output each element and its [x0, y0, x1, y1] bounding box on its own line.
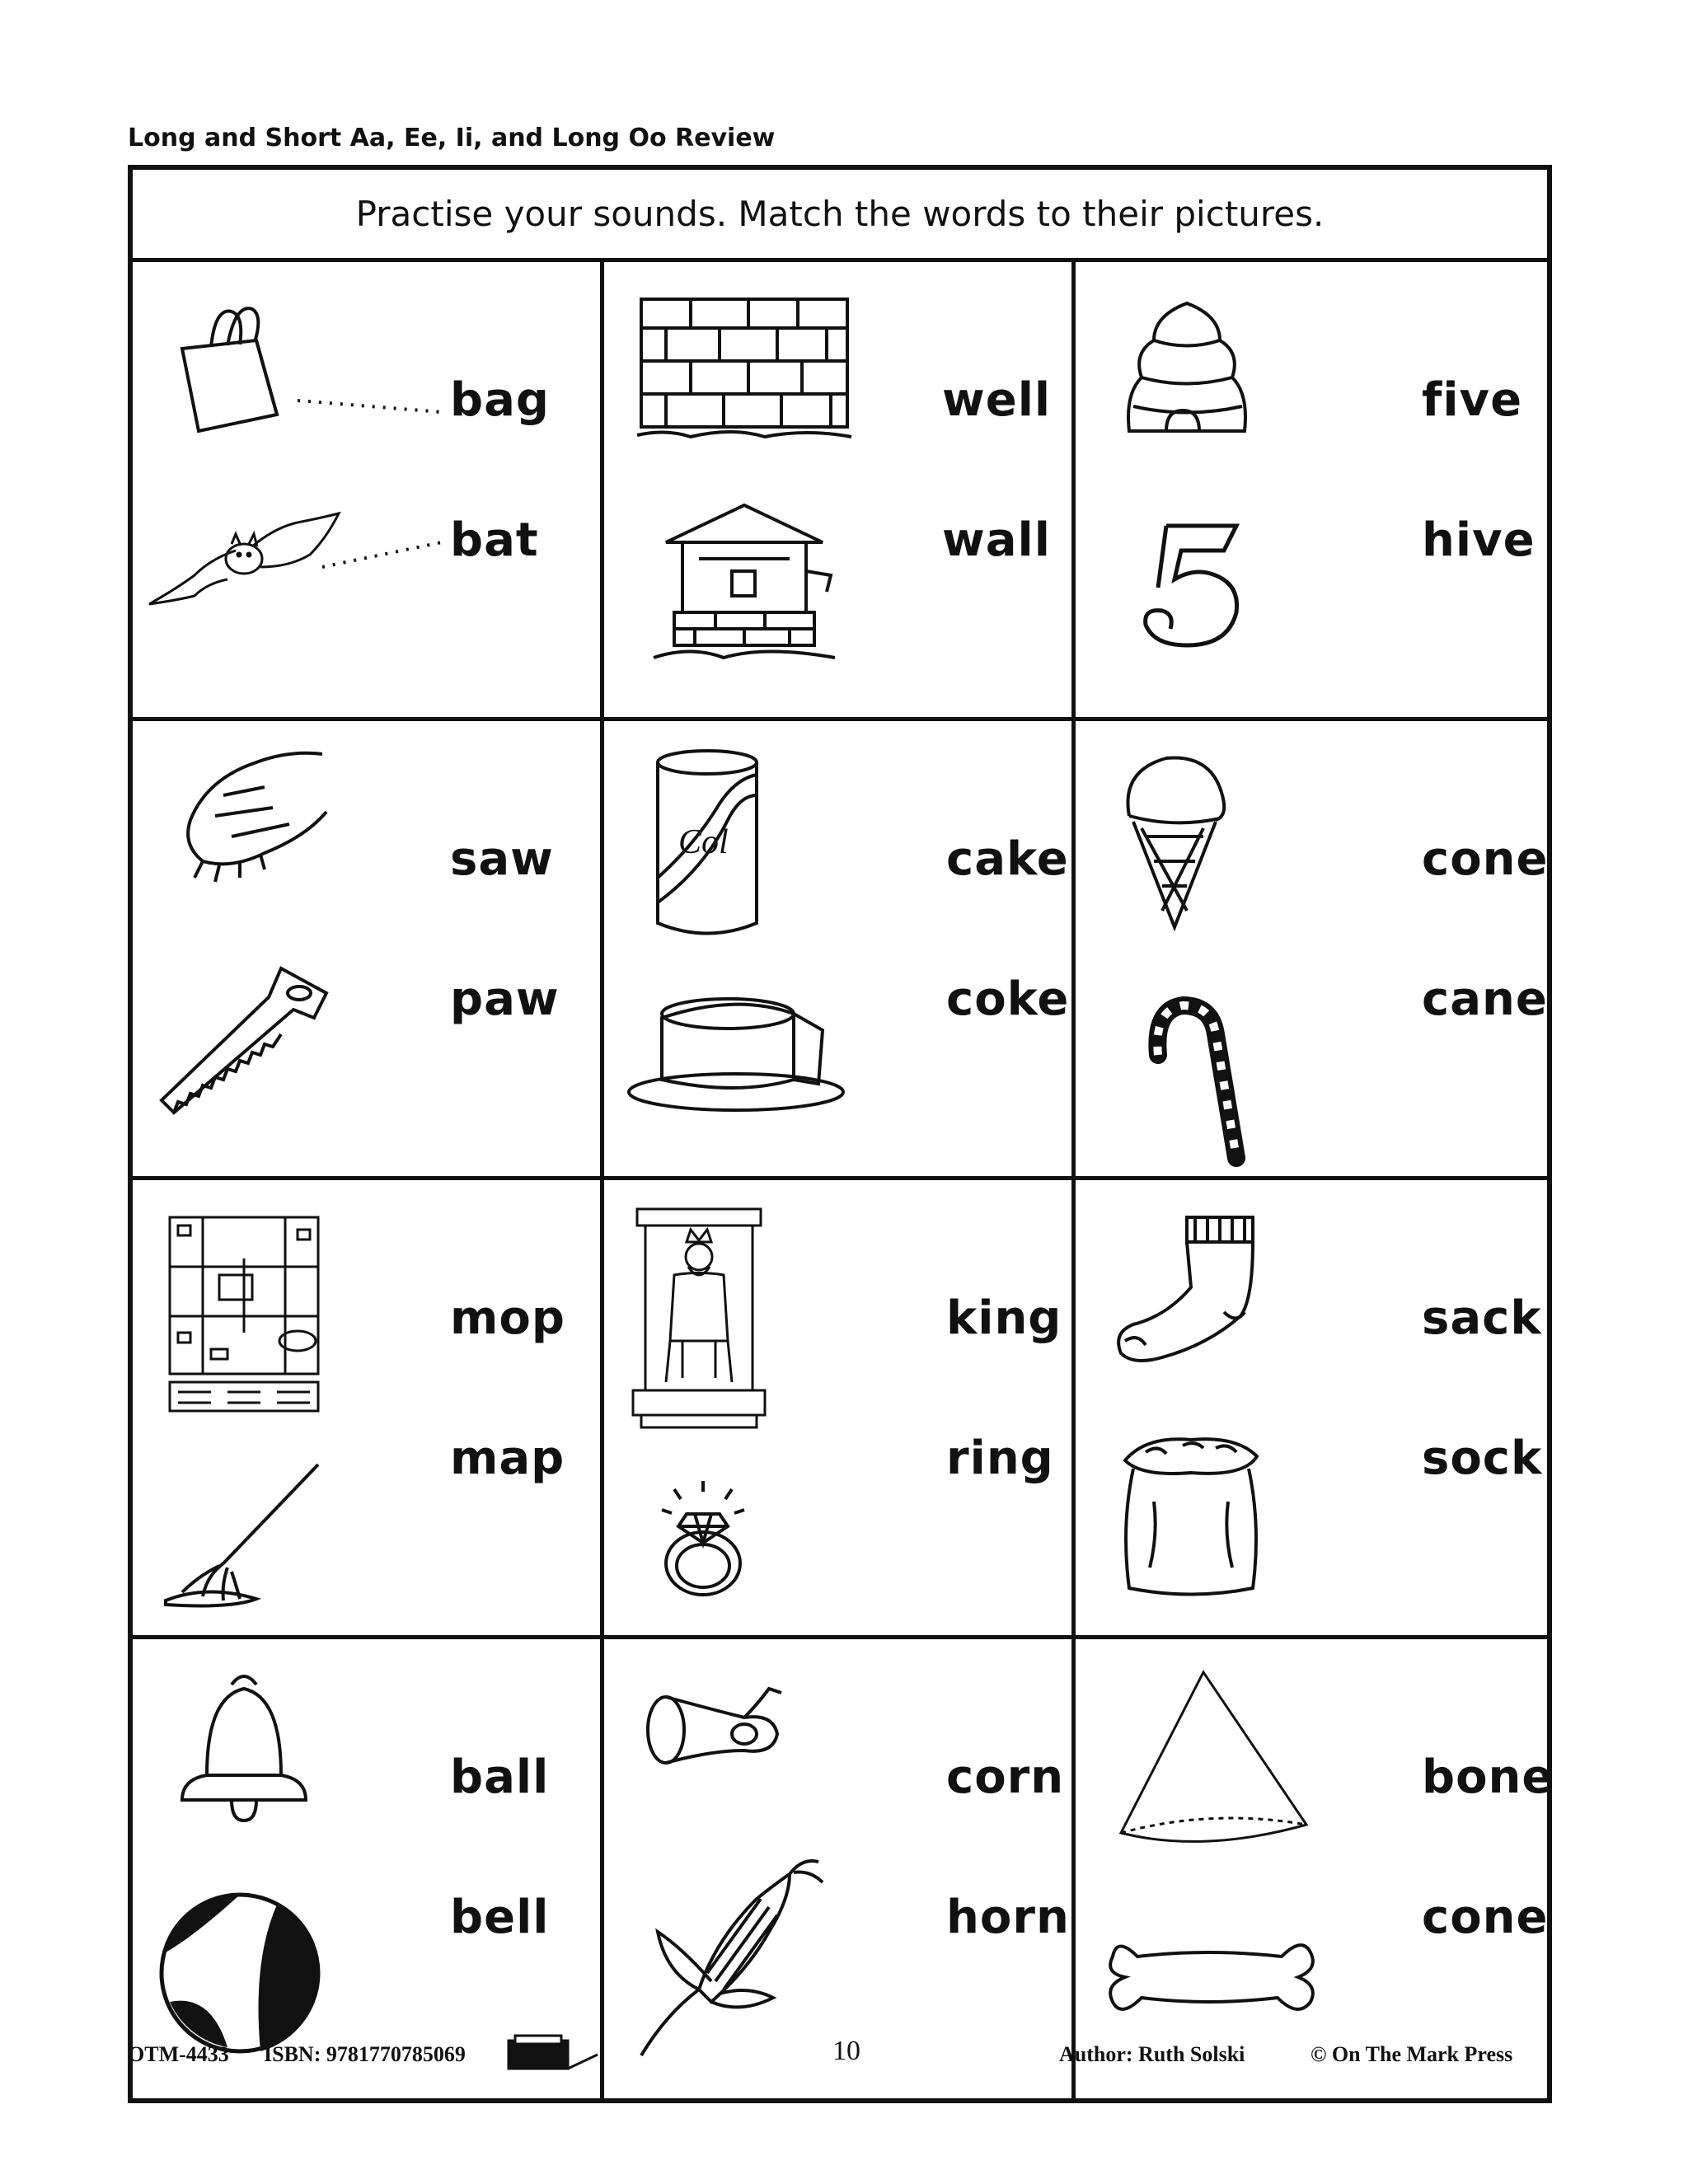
instruction-text: Practise your sounds. Match the words to their pictures. — [133, 170, 1547, 262]
match-cell-mop-map — [133, 1180, 604, 1639]
match-cell-cone-cane — [1076, 721, 1547, 1180]
connector-dotted-line — [298, 394, 446, 419]
word-option[interactable]: well — [942, 373, 1052, 427]
word-option[interactable]: hive — [1422, 513, 1536, 567]
word-option[interactable]: horn — [946, 1891, 1070, 1944]
candy-cane-icon — [1137, 993, 1253, 1174]
word-option[interactable]: paw — [450, 972, 560, 1026]
footer-isbn: ISBN: 9781770785069 — [264, 2042, 466, 2066]
footer-publisher: © On The Mark Press — [1311, 2042, 1513, 2066]
map-icon — [162, 1209, 326, 1415]
mop-icon — [157, 1460, 322, 1609]
wishing-well-icon — [641, 497, 847, 662]
bell-icon — [174, 1664, 314, 1829]
beehive-icon — [1117, 295, 1257, 443]
paw-icon — [166, 746, 331, 886]
match-cell-bag-bat — [133, 262, 604, 721]
word-option[interactable]: king — [946, 1291, 1062, 1345]
match-cell-king-ring — [604, 1180, 1076, 1639]
word-option[interactable]: bell — [450, 1891, 550, 1944]
king-on-throne-icon — [629, 1201, 769, 1432]
ring-icon — [649, 1477, 757, 1601]
match-cell-ball-bell — [133, 1639, 604, 2098]
saw-icon — [157, 960, 339, 1125]
match-cell-sack-sock — [1076, 1180, 1547, 1639]
cake-icon — [621, 985, 851, 1117]
word-option[interactable]: corn — [946, 1750, 1065, 1804]
word-option[interactable]: coke — [946, 972, 1070, 1026]
word-option[interactable]: sock — [1422, 1432, 1543, 1485]
footer-product-code: OTM-4433 — [128, 2042, 229, 2066]
match-cell-bone-cone — [1076, 1639, 1554, 2098]
corn-icon — [633, 1849, 831, 2064]
bat-icon — [145, 501, 343, 616]
bone-icon — [1100, 1928, 1323, 2027]
connector-dotted-line — [322, 538, 446, 571]
word-option[interactable]: map — [450, 1432, 565, 1485]
word-option[interactable]: bone — [1422, 1750, 1554, 1804]
match-cell-cake-coke — [604, 721, 1076, 1180]
number-five-icon — [1125, 513, 1249, 654]
sock-icon — [1109, 1209, 1273, 1374]
word-option[interactable]: cake — [946, 832, 1069, 886]
word-option[interactable]: ring — [946, 1432, 1054, 1485]
shopping-bag-icon — [166, 291, 289, 439]
word-option[interactable]: mop — [450, 1291, 565, 1345]
beach-ball-icon — [153, 1886, 326, 2060]
brick-wall-icon — [633, 287, 856, 443]
word-option[interactable]: sack — [1422, 1291, 1542, 1345]
word-option[interactable]: ball — [450, 1750, 550, 1804]
word-option[interactable]: bat — [450, 513, 539, 567]
cone-shape-icon — [1113, 1668, 1311, 1858]
word-option[interactable]: five — [1422, 373, 1523, 427]
footer-author: Author: Ruth Solski — [1059, 2042, 1245, 2066]
match-cell-well-wall — [604, 262, 1076, 721]
sack-icon — [1113, 1427, 1269, 1601]
match-cell-five-hive — [1076, 262, 1547, 721]
soda-can-icon — [645, 746, 769, 944]
book-icon — [507, 2034, 602, 2071]
word-option[interactable]: wall — [942, 513, 1051, 567]
word-option[interactable]: bag — [450, 373, 550, 427]
word-option[interactable]: saw — [450, 832, 554, 886]
ice-cream-cone-icon — [1117, 746, 1232, 935]
match-cell-saw-paw — [133, 721, 604, 1180]
page-header-title: Long and Short Aa, Ee, Ii, and Long Oo Review — [128, 124, 776, 152]
horn-icon — [637, 1672, 785, 1771]
word-option[interactable]: cone — [1422, 1891, 1549, 1944]
word-option[interactable]: cane — [1422, 972, 1548, 1026]
page-number: 10 — [832, 2036, 860, 2066]
worksheet-frame — [128, 165, 1552, 2103]
svg-text:Col: Col — [678, 823, 729, 861]
word-option[interactable]: cone — [1422, 832, 1549, 886]
matching-grid — [133, 262, 1554, 2098]
match-cell-corn-horn — [604, 1639, 1076, 2098]
